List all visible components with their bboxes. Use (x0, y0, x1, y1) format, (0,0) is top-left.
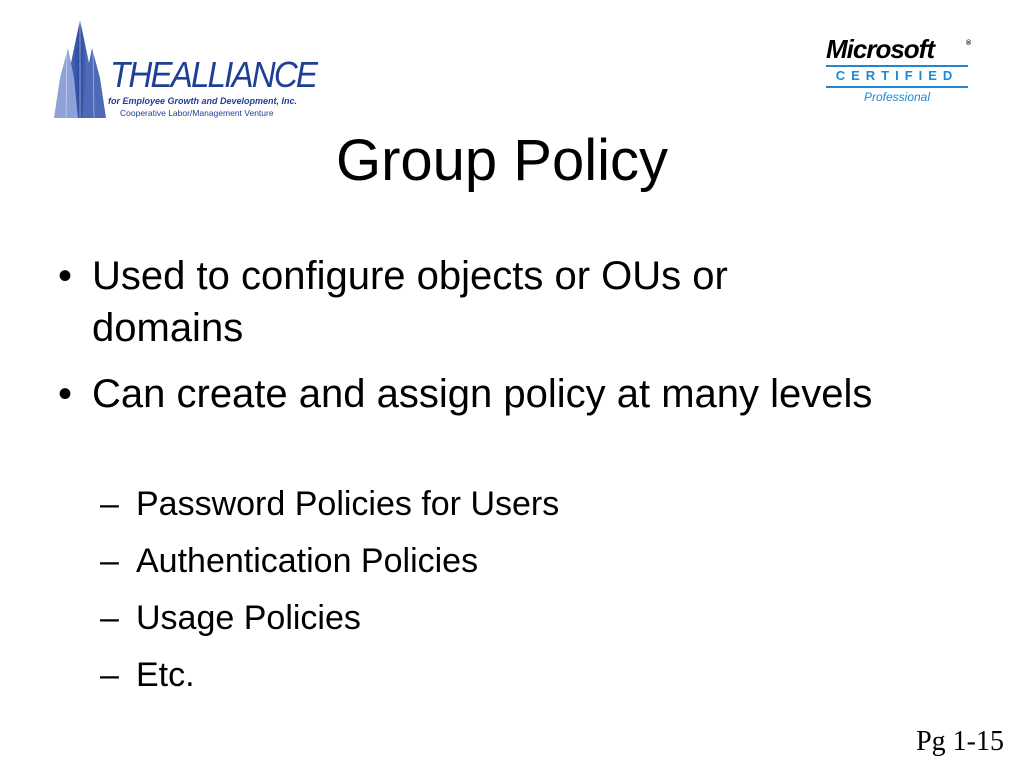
sub-bullet-text: Usage Policies (136, 599, 361, 637)
alliance-subline: Cooperative Labor/Management Venture (120, 108, 274, 118)
dash-glyph: – (100, 599, 119, 637)
bullet-item (58, 368, 878, 420)
bullet-text: Used to configure objects or OUs or domains (92, 254, 728, 350)
trademark-mark: ® (966, 40, 972, 47)
certified-label: CERTIFIED (835, 68, 959, 83)
sub-bullet-list (100, 484, 559, 712)
dash-glyph: – (100, 485, 119, 523)
logo-rule-top (826, 65, 968, 67)
sub-bullet-item (100, 598, 559, 638)
page-number: Pg 1-15 (916, 726, 1004, 757)
sub-bullet-text: Etc. (136, 656, 195, 694)
alliance-name: THEALLIANCE (110, 54, 317, 95)
bullet-item (58, 250, 878, 354)
sub-bullet-text: Authentication Policies (136, 542, 479, 580)
dash-glyph: – (100, 542, 119, 580)
bullet-glyph: • (58, 254, 73, 298)
sub-bullet-text: Password Policies for Users (136, 485, 560, 523)
logo-rule-bottom (826, 86, 968, 88)
sub-bullet-item (100, 541, 559, 581)
alliance-logo (50, 18, 317, 124)
bullet-glyph: • (58, 372, 73, 416)
professional-label: Professional (863, 90, 931, 104)
bullet-text: Can create and assign policy at many levels (92, 372, 873, 416)
microsoft-wordmark: Microsoft (826, 34, 934, 64)
bullet-list (58, 250, 878, 434)
dash-glyph: – (100, 656, 119, 694)
sub-bullet-item (100, 655, 559, 695)
alliance-tagline: for Employee Growth and Development, Inc. (108, 96, 298, 106)
microsoft-certified-logo (822, 34, 972, 108)
tower-icon (50, 18, 110, 124)
sub-bullet-item (100, 484, 559, 524)
slide-title: Group Policy (335, 128, 669, 193)
